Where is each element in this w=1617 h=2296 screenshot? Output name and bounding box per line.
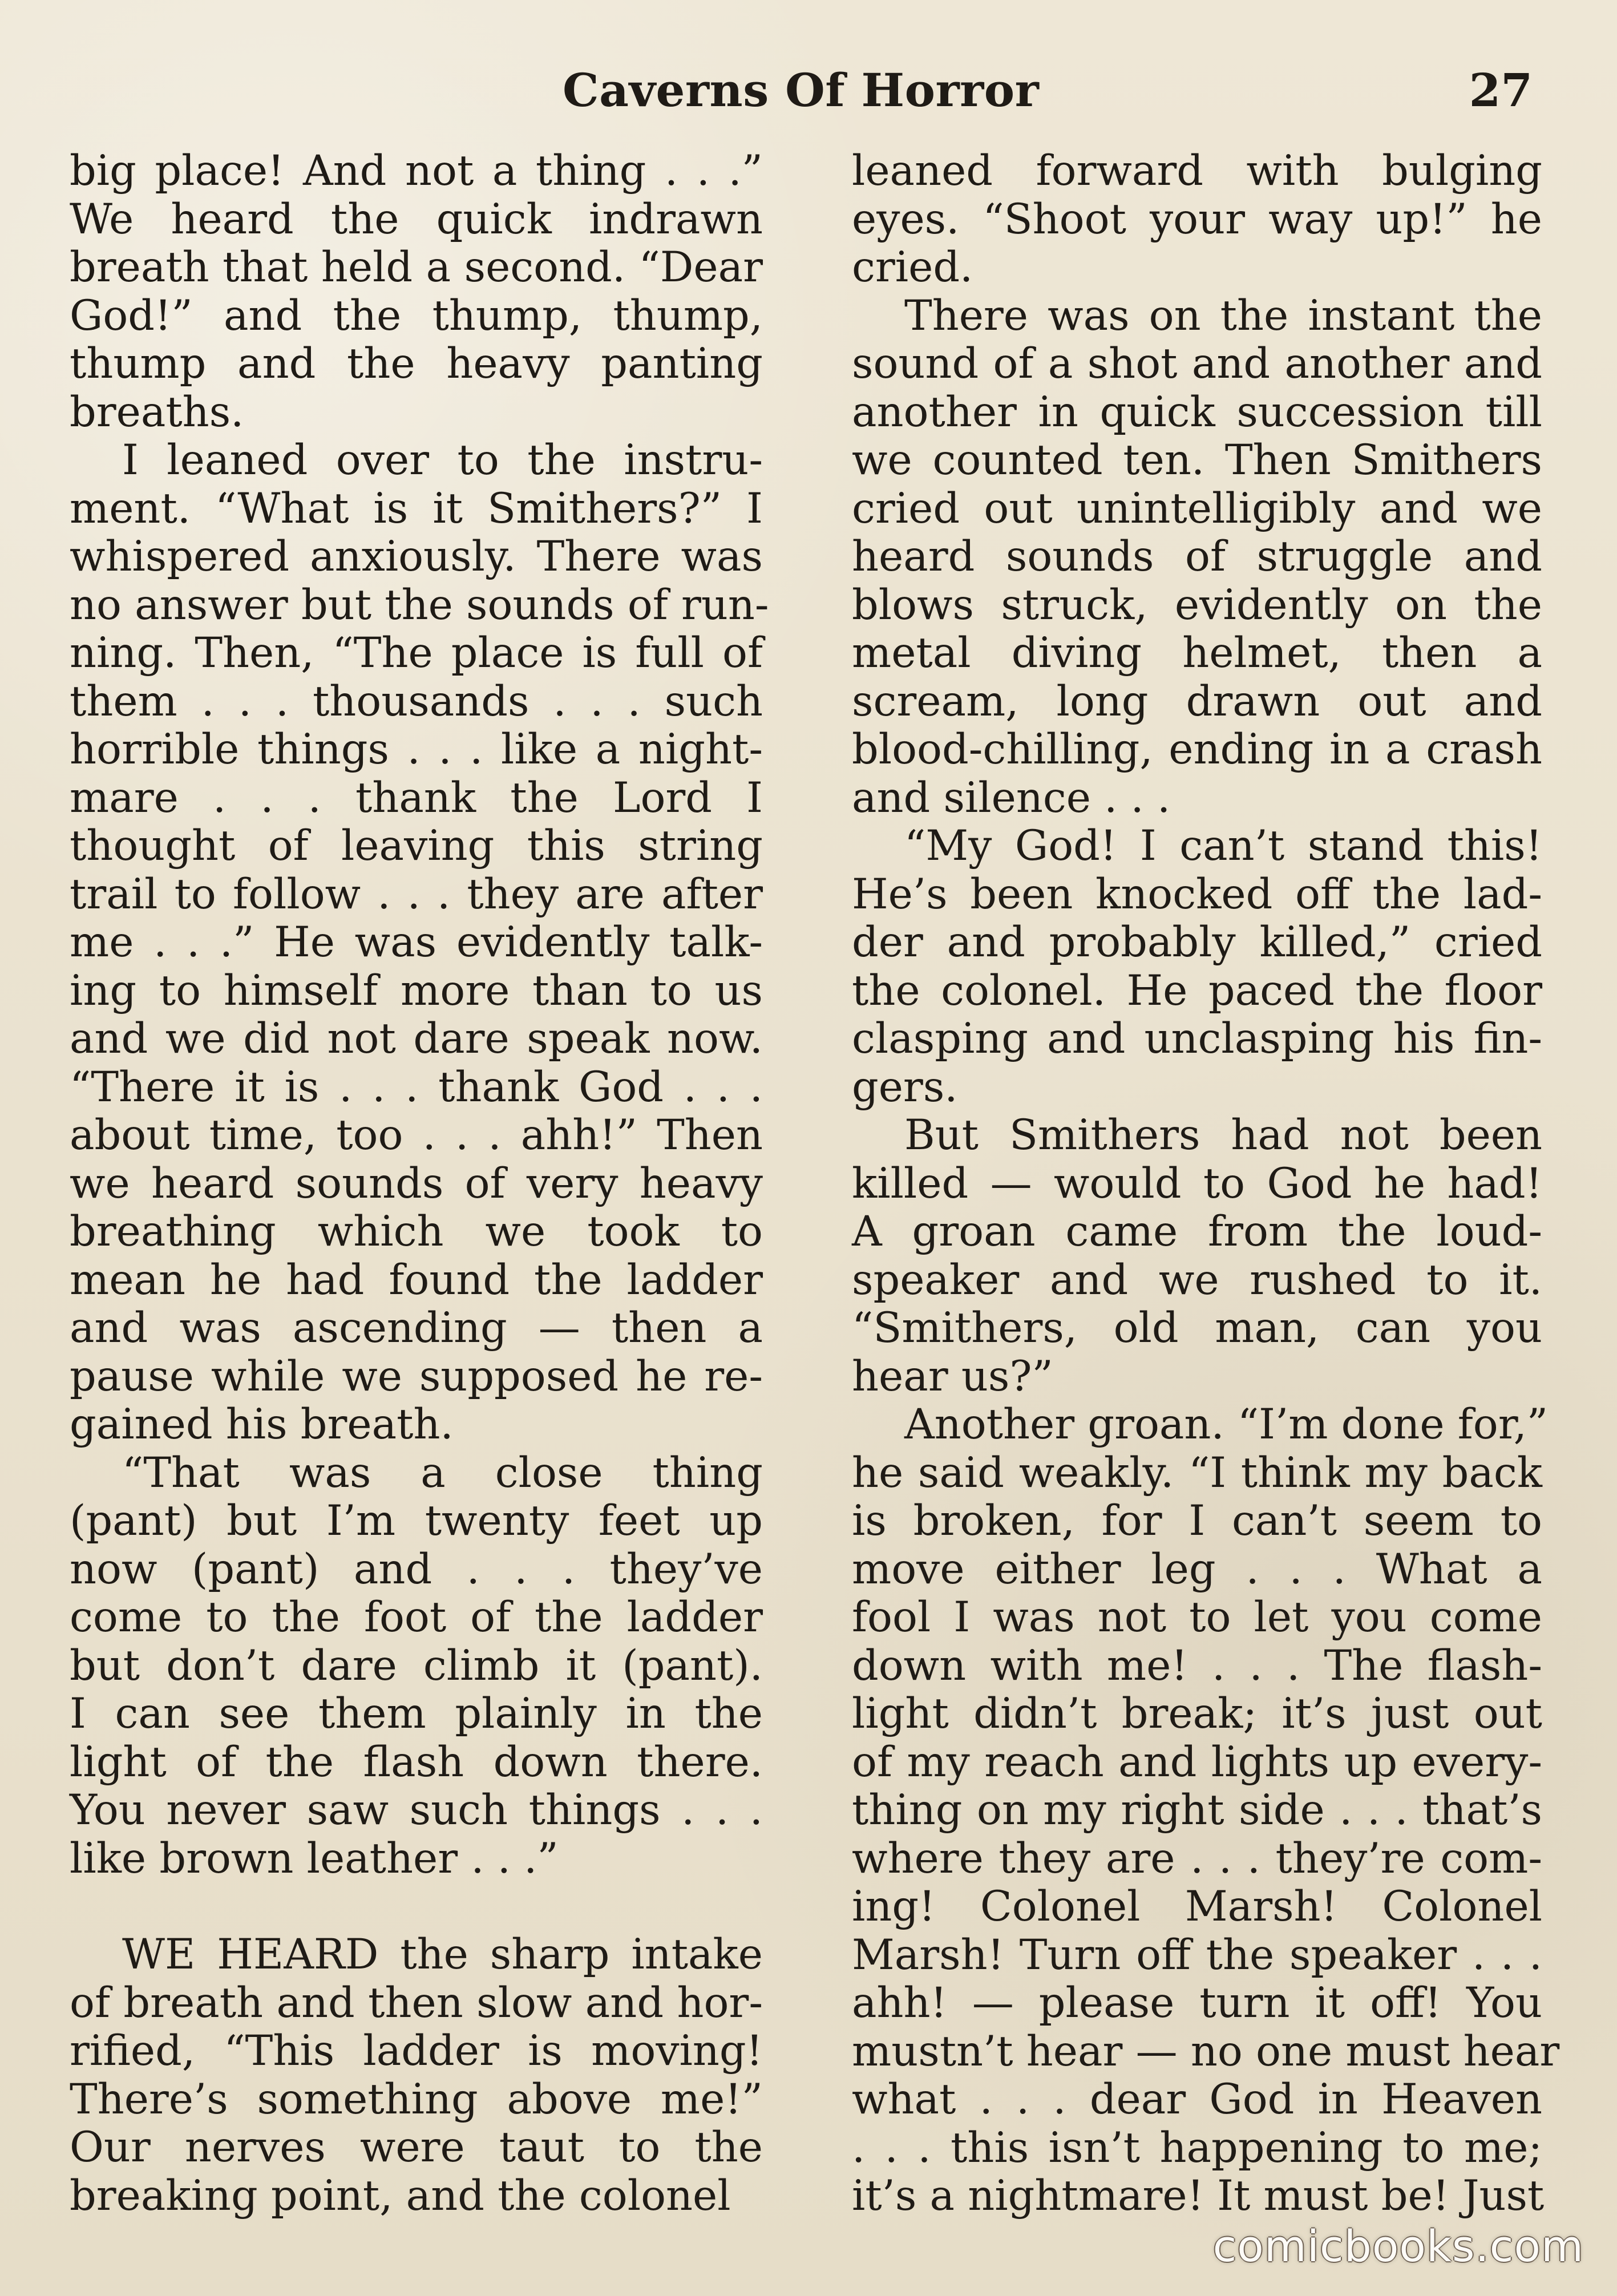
left-line-40: There’s something above me!”: [70, 2075, 763, 2124]
right-line-36: where they are . . . they’re com-: [852, 1834, 1542, 1883]
running-title: Caverns Of Horror: [563, 63, 1040, 117]
right-line-19: clasping and unclasping his fin-: [852, 1014, 1542, 1063]
left-line-9: whispered anxiously. There was: [70, 532, 763, 581]
left-line-25: and was ascending — then a: [70, 1304, 763, 1352]
right-line-32: down with me! . . . The flash-: [852, 1641, 1542, 1690]
right-line-10: blows struck, evidently on the: [852, 580, 1542, 629]
right-line-23: A groan came from the loud-: [852, 1207, 1542, 1256]
right-line-26: hear us?”: [852, 1352, 1053, 1401]
left-line-8: ment. “What is it Smithers?” I: [70, 484, 763, 533]
left-line-32: but don’t dare climb it (pant).: [70, 1641, 763, 1690]
right-line-16: He’s been knocked off the lad-: [852, 870, 1542, 919]
right-line-17: der and probably killed,” cried: [852, 918, 1542, 967]
left-line-27: gained his breath.: [70, 1400, 454, 1449]
right-line-14: and silence . . .: [852, 773, 1171, 822]
left-line-20: “There it is . . . thank God . . .: [70, 1062, 763, 1111]
right-line-18: the colonel. He paced the floor: [852, 966, 1542, 1015]
right-line-42: . . . this isn’t happening to me;: [852, 2123, 1542, 2172]
right-line-34: of my reach and lights up every-: [852, 1737, 1542, 1786]
right-line-27: Another groan. “I’m done for,”: [904, 1400, 1549, 1449]
right-line-22: killed — would to God he had!: [852, 1159, 1542, 1208]
right-line-7: we counted ten. Then Smithers: [852, 436, 1542, 484]
right-line-24: speaker and we rushed to it.: [852, 1255, 1542, 1304]
left-line-41: Our nerves were taut to the: [70, 2123, 763, 2172]
right-paragraph-4: [852, 1111, 1542, 1401]
left-line-33: I can see them plainly in the: [70, 1689, 763, 1738]
left-line-12: them . . . thousands . . . such: [70, 677, 763, 726]
left-line-24: mean he had found the ladder: [70, 1255, 763, 1304]
right-line-1: leaned forward with bulging: [852, 147, 1542, 195]
left-line-17: me . . .” He was evidently talk-: [70, 918, 763, 967]
left-line-34: light of the flash down there.: [70, 1737, 763, 1786]
left-line-19: and we did not dare speak now.: [70, 1014, 763, 1063]
left-line-22: we heard sounds of very heavy: [70, 1159, 763, 1208]
left-line-28: “That was a close thing: [122, 1448, 763, 1497]
right-paragraph-5: [852, 1400, 1560, 2221]
right-line-28: he said weakly. “I think my back: [852, 1448, 1542, 1497]
right-line-3: cried.: [852, 243, 973, 292]
right-line-9: heard sounds of struggle and: [852, 532, 1542, 581]
right-line-6: another in quick succession till: [852, 387, 1542, 436]
left-line-10: no answer but the sounds of run-: [70, 580, 769, 629]
left-line-6: breaths.: [70, 387, 244, 436]
left-line-39: rified, “This ladder is moving!: [70, 2027, 763, 2075]
right-line-13: blood-chilling, ending in a crash: [852, 725, 1542, 774]
left-line-18: ing to himself more than to us: [70, 966, 763, 1015]
left-line-3: breath that held a second. “Dear: [70, 243, 763, 292]
right-line-30: move either leg . . . What a: [852, 1545, 1542, 1594]
right-line-33: light didn’t break; it’s just out: [852, 1689, 1542, 1738]
right-line-5: sound of a shot and another and: [852, 339, 1542, 388]
left-paragraph-4: [70, 1931, 763, 2220]
left-line-4: God!” and the thump, thump,: [70, 291, 763, 340]
left-line-15: thought of leaving this string: [70, 822, 763, 870]
left-line-23: breathing which we took to: [70, 1207, 763, 1256]
section-spacer: [70, 1883, 763, 1931]
left-line-11: ning. Then, “The place is full of: [70, 629, 763, 677]
right-line-39: ahh! — please turn it off! You: [852, 1979, 1542, 2027]
right-line-37: ing! Colonel Marsh! Colonel: [852, 1882, 1542, 1931]
left-line-5: thump and the heavy panting: [70, 339, 763, 388]
left-line-35: You never saw such things . . .: [70, 1786, 763, 1834]
left-line-13: horrible things . . . like a night-: [70, 725, 763, 774]
left-line-16: trail to follow . . . they are after: [70, 870, 763, 919]
right-paragraph-2: [852, 292, 1542, 823]
left-paragraph-1: [70, 147, 763, 436]
page-number: 27: [1469, 63, 1533, 117]
left-line-31: come to the foot of the ladder: [70, 1593, 763, 1642]
left-line-7: I leaned over to the instru-: [122, 436, 763, 484]
left-line-2: We heard the quick indrawn: [70, 195, 763, 244]
page-header: [563, 62, 1533, 124]
right-paragraph-1: [852, 147, 1542, 292]
right-line-35: thing on my right side . . . that’s: [852, 1786, 1542, 1834]
left-paragraph-2: [70, 436, 769, 1449]
right-line-40: mustn’t hear — no one must hear: [852, 2027, 1560, 2076]
left-line-1: big place! And not a thing . . .”: [70, 147, 763, 195]
left-line-29: (pant) but I’m twenty feet up: [70, 1497, 763, 1545]
right-line-12: scream, long drawn out and: [852, 677, 1542, 726]
right-line-2: eyes. “Shoot your way up!” he: [852, 195, 1542, 244]
right-line-11: metal diving helmet, then a: [852, 629, 1542, 677]
left-line-26: pause while we supposed he re-: [70, 1352, 763, 1401]
right-line-41: what . . . dear God in Heaven: [852, 2075, 1542, 2124]
right-paragraph-3: [852, 822, 1542, 1111]
left-column: [70, 147, 769, 2220]
left-line-14: mare . . . thank the Lord I: [70, 773, 763, 822]
right-line-20: gers.: [852, 1062, 958, 1111]
left-paragraph-3: [70, 1449, 763, 1883]
site-watermark: comicbooks.com: [1212, 2221, 1584, 2271]
right-column: [852, 147, 1560, 2221]
right-line-43: it’s a nightmare! It must be! Just: [852, 2172, 1545, 2220]
left-line-42: breaking point, and the colonel: [70, 2171, 731, 2220]
left-line-30: now (pant) and . . . they’ve: [70, 1545, 763, 1594]
right-line-38: Marsh! Turn off the speaker . . .: [852, 1930, 1542, 1979]
right-line-15: “My God! I can’t stand this!: [904, 822, 1542, 870]
right-line-25: “Smithers, old man, can you: [852, 1304, 1542, 1352]
left-line-36: like brown leather . . .”: [70, 1834, 559, 1883]
left-line-38: of breath and then slow and hor-: [70, 1978, 763, 2027]
right-line-31: fool I was not to let you come: [852, 1593, 1542, 1642]
right-line-21: But Smithers had not been: [904, 1111, 1542, 1159]
right-line-8: cried out unintelligibly and we: [852, 484, 1542, 533]
right-line-4: There was on the instant the: [904, 291, 1542, 340]
left-line-21: about time, too . . . ahh!” Then: [70, 1111, 763, 1159]
left-line-37: WE HEARD the sharp intake: [122, 1930, 763, 1979]
right-line-29: is broken, for I can’t seem to: [852, 1497, 1542, 1545]
